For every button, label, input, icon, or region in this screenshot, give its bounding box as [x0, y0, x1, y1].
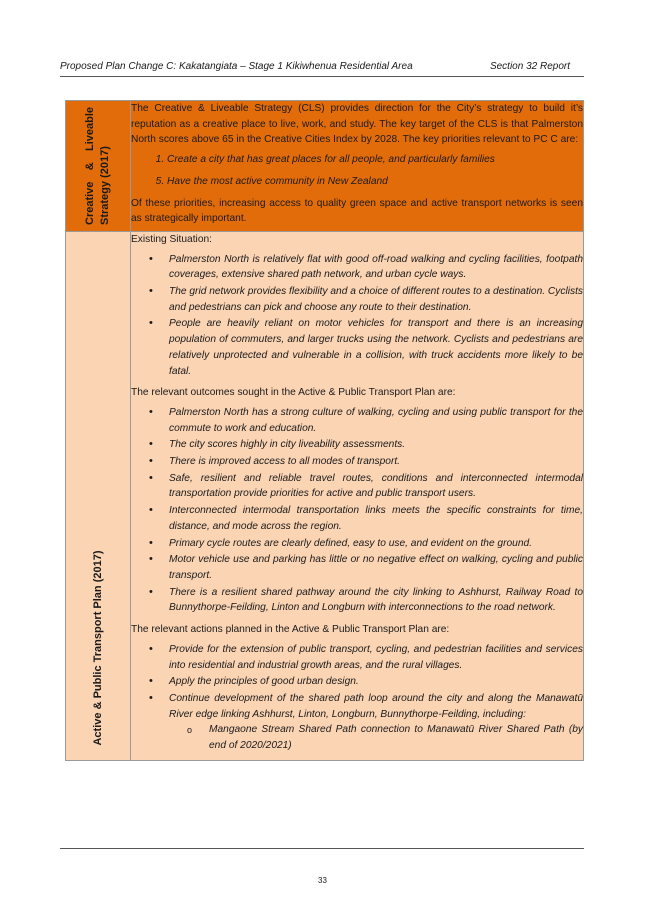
row-content-cell	[131, 231, 584, 760]
page-header	[60, 61, 584, 74]
list-item: • Palmerston North has a strong culture of walking, cycling and using public transport for the commute to work and education.	[169, 405, 583, 436]
actions-heading: The relevant actions planned in the Active & Public Transport Plan are:	[131, 624, 450, 636]
row-label-cell	[66, 231, 131, 760]
outcomes-heading: The relevant outcomes sought in the Active & Public Transport Plan are:	[131, 387, 456, 399]
list-item: • Motor vehicle use and parking has little or no negative effect on walking, cycling and public transport.	[169, 552, 583, 583]
label-word-liveable: Liveable	[84, 106, 96, 151]
list-item: • Interconnected intermodal transportation links meets the specific constraints for time, distance, and mode across the region.	[169, 503, 583, 534]
list-item: • Provide for the extension of public transport, cycling, and pedestrian facilities and services into residential and industrial growth areas, and the rural villages.	[169, 642, 583, 673]
cls-priorities-list	[131, 152, 583, 189]
outcomes-list	[131, 405, 583, 616]
list-item: • Safe, resilient and reliable travel routes, conditions and interconnected intermodal transportation provide priorities for active and public transport users.	[169, 471, 583, 502]
footer-divider	[60, 848, 584, 849]
label-word-creative: Creative	[84, 181, 96, 225]
cls-intro-paragraph: The Creative & Liveable Strategy (CLS) provides direction for the City’s strategy to build it’s reputation as a creative place to live, work, and study. The key target of the CLS is that Palmerston North scores above 65 in the Creative Cities Index by 2028. The key priorities relevant to PC C are:	[131, 103, 583, 146]
table-row-active-transport	[66, 231, 584, 760]
table-row-creative-liveable	[66, 101, 584, 232]
row-content-cell	[131, 101, 584, 232]
list-item: • Palmerston North is relatively flat with good off-road walking and cycling facilities, footpath coverages, extensive shared path network, and urban cycle ways.	[169, 252, 583, 283]
header-section-label: Section 32 Report	[489, 61, 570, 72]
list-item: • Apply the principles of good urban design.	[169, 674, 583, 690]
existing-situation-heading: Existing Situation:	[131, 233, 212, 245]
actions-list	[131, 642, 583, 754]
policy-table	[65, 100, 584, 761]
list-item: • The city scores highly in city liveability assessments.	[169, 437, 583, 453]
label-strategy-year: Strategy (2017)	[99, 146, 111, 225]
header-document-title: Proposed Plan Change C: Kakatangiata – Stage 1 Kikiwhenua Residential Area	[60, 61, 413, 72]
row-label-cell	[66, 101, 131, 232]
cls-closing-paragraph: Of these priorities, increasing access to quality green space and active transport networks is seen as strategically important.	[131, 197, 583, 225]
header-divider	[60, 76, 584, 77]
row-label-active-transport: Active & Public Transport Plan (2017)	[92, 550, 104, 746]
list-item: • Primary cycle routes are clearly defined, easy to use, and evident on the ground.	[169, 536, 583, 552]
page-number: 33	[318, 876, 327, 885]
list-item	[169, 691, 583, 754]
label-ampersand: &	[84, 162, 96, 171]
list-item: • The grid network provides flexibility and a choice of different routes to a destination. Cyclists and pedestrians can pick and choose any route to their destination.	[169, 284, 583, 315]
list-item-text: Continue development of the shared path loop around the city and along the Manawatū River edge linking Ashhurst, Linton, Longburn, Bunnythorpe-Feilding, including:	[169, 692, 583, 720]
row-label-creative-liveable	[83, 107, 113, 225]
list-item: • There is a resilient shared pathway around the city linking to Ashhurst, Railway Road to Bunnythorpe-Feilding, Linton and Longburn with interconnections to the road network.	[169, 585, 583, 616]
sub-list-item: o Mangaone Stream Shared Path connection to Manawatū River Shared Path (by end of 2020/2021)	[209, 722, 583, 753]
existing-situation-list	[131, 252, 583, 380]
list-item: • There is improved access to all modes of transport.	[169, 454, 583, 470]
list-item: • People are heavily reliant on motor vehicles for transport and there is an increasing population of commuters, and larger trucks using the network. Cyclists and pedestrians are relatively unprotected and vulnerable in a collision, with truck accidents more likely to be fatal.	[169, 316, 583, 379]
list-item: 1. Create a city that has great places for all people, and particularly families	[167, 152, 583, 168]
list-item: 5. Have the most active community in New Zealand	[167, 174, 583, 190]
actions-sub-list	[169, 722, 583, 753]
